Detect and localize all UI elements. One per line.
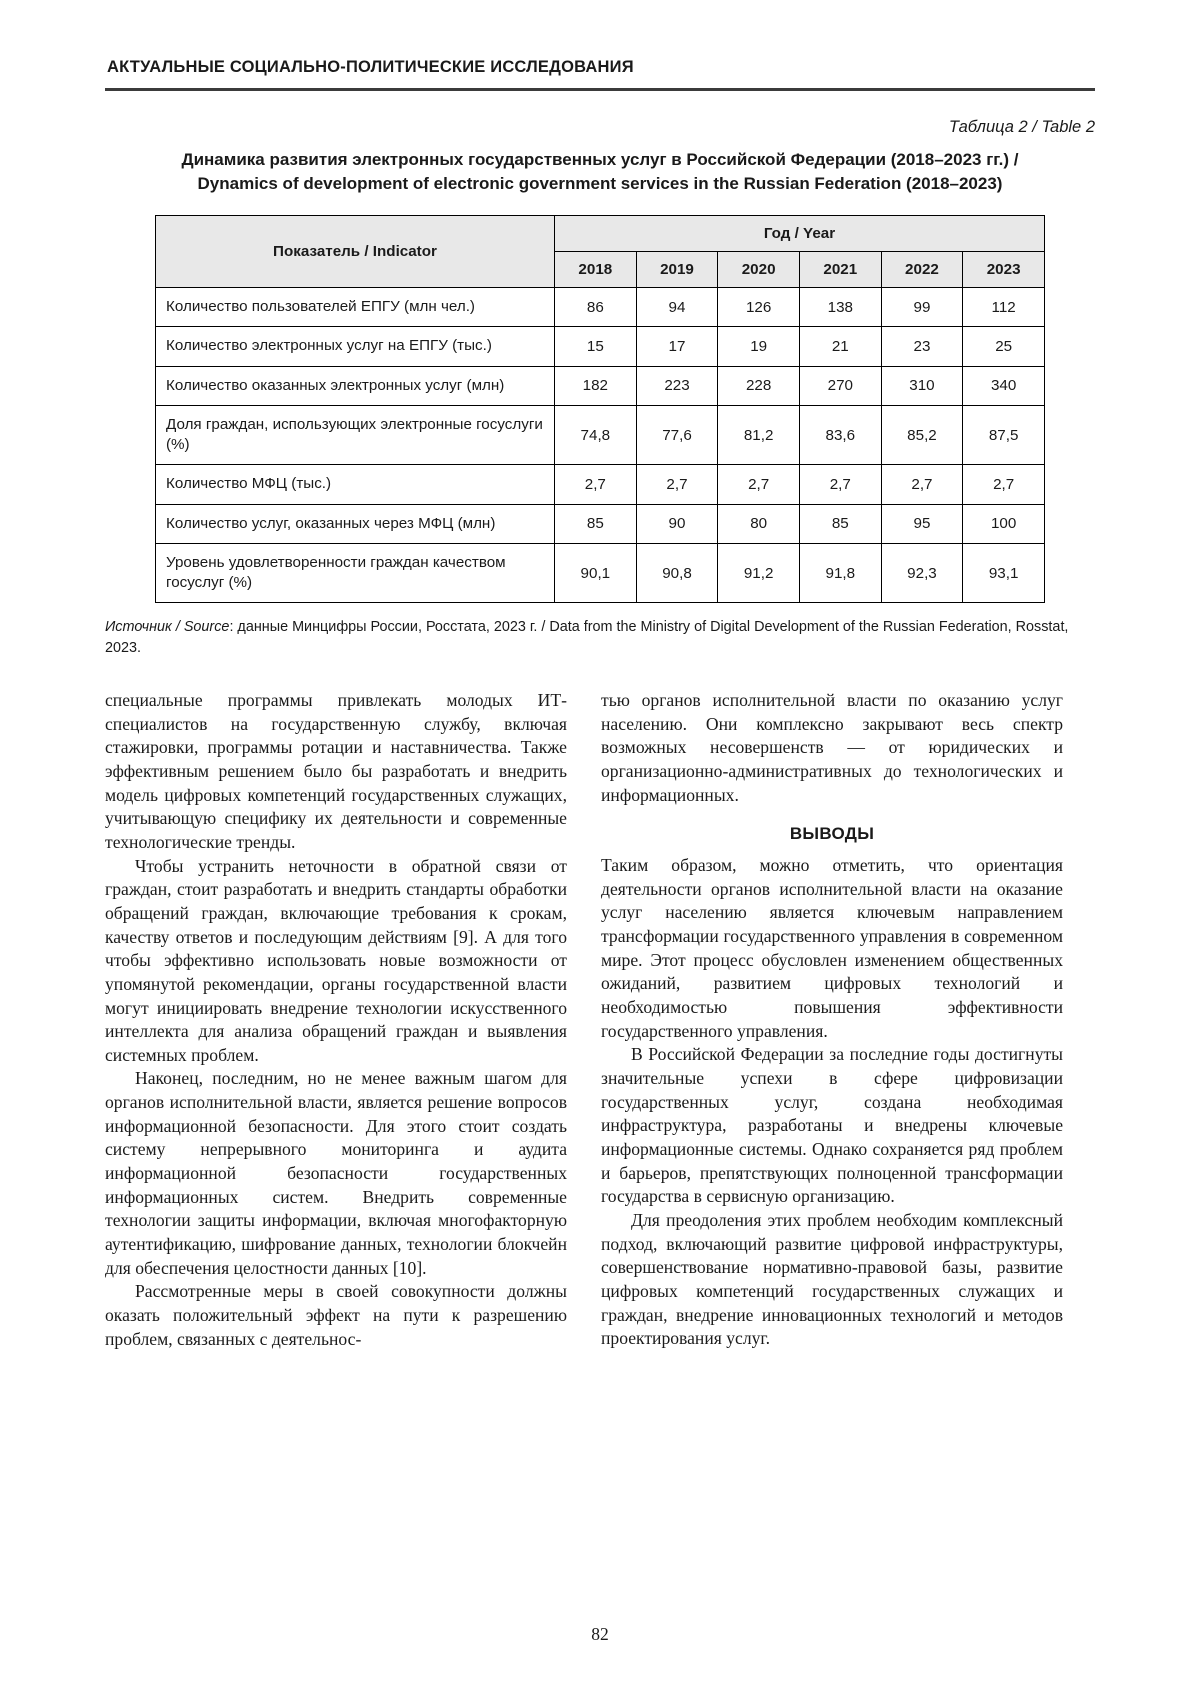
row-label: Количество оказанных электронных услуг (млн): [156, 366, 555, 405]
table-row: [156, 543, 1045, 602]
source-label: Источник / Source: [105, 619, 230, 636]
column-header-indicator: Показатель / Indicator: [156, 216, 555, 288]
table-source-note: [105, 617, 1095, 659]
cell-value: 138: [799, 288, 881, 327]
cell-value: 126: [718, 288, 800, 327]
cell-value: 2,7: [718, 465, 800, 504]
cell-value: 310: [881, 366, 963, 405]
cell-value: 87,5: [963, 405, 1045, 464]
running-head: АКТУАЛЬНЫЕ СОЦИАЛЬНО-ПОЛИТИЧЕСКИЕ ИССЛЕДОВАНИЯ: [107, 58, 634, 76]
table-row: [156, 405, 1045, 464]
column-header-year-2023: 2023: [963, 252, 1045, 288]
table-head: [156, 216, 1045, 288]
cell-value: 2,7: [963, 465, 1045, 504]
paragraph: Чтобы устранить неточности в обратной связи от граждан, стоит разработать и внедрить стандарты обработки обращений граждан, включающие требования к срокам, качеству ответов и последующим действиям [9]. А для того чтобы эффективно использовать новые возможности от упомянутой рекомендации, органы государственной власти могут инициировать внедрение технологии искусственного интеллекта для анализа обращений граждан и выявления системных проблем.: [105, 855, 567, 1065]
paragraph: В Российской Федерации за последние годы достигнуты значительные успехи в сфере цифровизации государственных услуг, создана необходимая инфраструктура, разработаны и внедрены ключевые информационные системы. Однако сохраняется ряд проблем и барьеров, препятствующих полноценной трансформации государства в сервисную организацию.: [601, 1044, 1063, 1207]
cell-value: 74,8: [555, 405, 637, 464]
cell-value: 81,2: [718, 405, 800, 464]
column-right: [601, 689, 1063, 1351]
row-label: Количество пользователей ЕПГУ (млн чел.): [156, 288, 555, 327]
cell-value: 86: [555, 288, 637, 327]
column-header-year-2020: 2020: [718, 252, 800, 288]
table-row: [156, 366, 1045, 405]
cell-value: 77,6: [636, 405, 718, 464]
column-left: [105, 689, 567, 1351]
cell-value: 2,7: [555, 465, 637, 504]
row-label: Количество электронных услуг на ЕПГУ (тыс.): [156, 327, 555, 366]
paragraph: Таким образом, можно отметить, что ориентация деятельности органов исполнительной власти на оказание услуг населению является ключевым направлением трансформации государственного управления в современном мире. Этот процесс обусловлен изменением общественных ожиданий, развитием цифровых технологий и необходимостью повышения эффективности государственного управления.: [601, 855, 1063, 1041]
cell-value: 90,8: [636, 543, 718, 602]
table-title-en: Dynamics of development of electronic government services in the Russian Federation (2018–2023): [197, 174, 1003, 194]
cell-value: 223: [636, 366, 718, 405]
cell-value: 228: [718, 366, 800, 405]
paragraph: тью органов исполнительной власти по оказанию услуг населению. Они комплексно закрывают весь спектр возможных несовершенств — от юридических и организационно-административных до технологических и информационных.: [601, 689, 1063, 805]
paragraph: специальные программы привлекать молодых ИТ-специалистов на государственную службу, включая стажировки, программы ротации и наставничества. Также эффективным решением было бы разработать и внедрить модель цифровых компетенций государственных служащих, учитывающую специфику их деятельности и современные технологические тренды.: [105, 689, 567, 852]
cell-value: 15: [555, 327, 637, 366]
cell-value: 91,8: [799, 543, 881, 602]
cell-value: 2,7: [799, 465, 881, 504]
column-header-year-2021: 2021: [799, 252, 881, 288]
cell-value: 340: [963, 366, 1045, 405]
cell-value: 95: [881, 504, 963, 543]
table-title: [105, 148, 1095, 196]
table-row: [156, 465, 1045, 504]
table-label: Таблица 2 / Table 2: [948, 118, 1095, 136]
table-title-ru: Динамика развития электронных государственных услуг в Российской Федерации (2018–2023 гг.) /: [181, 150, 1019, 169]
page-number: 82: [591, 1624, 609, 1644]
cell-value: 19: [718, 327, 800, 366]
column-header-year-group: Год / Year: [555, 216, 1045, 252]
table-row: [156, 288, 1045, 327]
cell-value: 112: [963, 288, 1045, 327]
row-label: Количество МФЦ (тыс.): [156, 465, 555, 504]
row-label: Доля граждан, использующих электронные госуслуги (%): [156, 405, 555, 464]
cell-value: 90,1: [555, 543, 637, 602]
cell-value: 94: [636, 288, 718, 327]
row-label: Количество услуг, оказанных через МФЦ (млн): [156, 504, 555, 543]
table-row: [156, 327, 1045, 366]
source-text: : данные Минцифры России, Росстата, 2023 г. / Data from the Ministry of Digital Development of the Russian Federation, Rosstat, 2023.: [105, 619, 1069, 657]
data-table: [155, 215, 1045, 603]
cell-value: 80: [718, 504, 800, 543]
cell-value: 99: [881, 288, 963, 327]
cell-value: 270: [799, 366, 881, 405]
cell-value: 2,7: [636, 465, 718, 504]
cell-value: 25: [963, 327, 1045, 366]
header-rule: [105, 88, 1095, 91]
column-header-year-2018: 2018: [555, 252, 637, 288]
cell-value: 90: [636, 504, 718, 543]
cell-value: 85: [555, 504, 637, 543]
cell-value: 17: [636, 327, 718, 366]
paragraph: Для преодоления этих проблем необходим комплексный подход, включающий развитие цифровой инфраструктуры, совершенствование нормативно-правовой базы, развитие цифровых компетенций государственных служащих и граждан, внедрение инновационных технологий и методов проектирования услуг.: [601, 1209, 1063, 1349]
table-header-row-1: [156, 216, 1045, 252]
cell-value: 21: [799, 327, 881, 366]
cell-value: 182: [555, 366, 637, 405]
cell-value: 85,2: [881, 405, 963, 464]
cell-value: 93,1: [963, 543, 1045, 602]
row-label: Уровень удовлетворенности граждан качеством госуслуг (%): [156, 543, 555, 602]
cell-value: 100: [963, 504, 1045, 543]
section-heading-conclusions: ВЫВОДЫ: [789, 824, 875, 844]
table-row: [156, 504, 1045, 543]
paragraph: Наконец, последним, но не менее важным шагом для органов исполнительной власти, является решение вопросов информационной безопасности. Для этого стоит создать систему непрерывного мониторинга и аудита информационной безопасности государственных информационных систем. Внедрить современные технологии защиты информации, включая многофакторную аутентификацию, шифрование данных, технологии блокчейн для обеспечения целостности данных [10].: [105, 1068, 567, 1278]
cell-value: 2,7: [881, 465, 963, 504]
cell-value: 85: [799, 504, 881, 543]
column-header-year-2022: 2022: [881, 252, 963, 288]
cell-value: 91,2: [718, 543, 800, 602]
cell-value: 83,6: [799, 405, 881, 464]
paragraph: Рассмотренные меры в своей совокупности должны оказать положительный эффект на пути к разрешению проблем, связанных с деятельнос-: [105, 1281, 567, 1349]
cell-value: 92,3: [881, 543, 963, 602]
table-body: [156, 288, 1045, 603]
body-columns: [105, 689, 1095, 1351]
cell-value: 23: [881, 327, 963, 366]
column-header-year-2019: 2019: [636, 252, 718, 288]
